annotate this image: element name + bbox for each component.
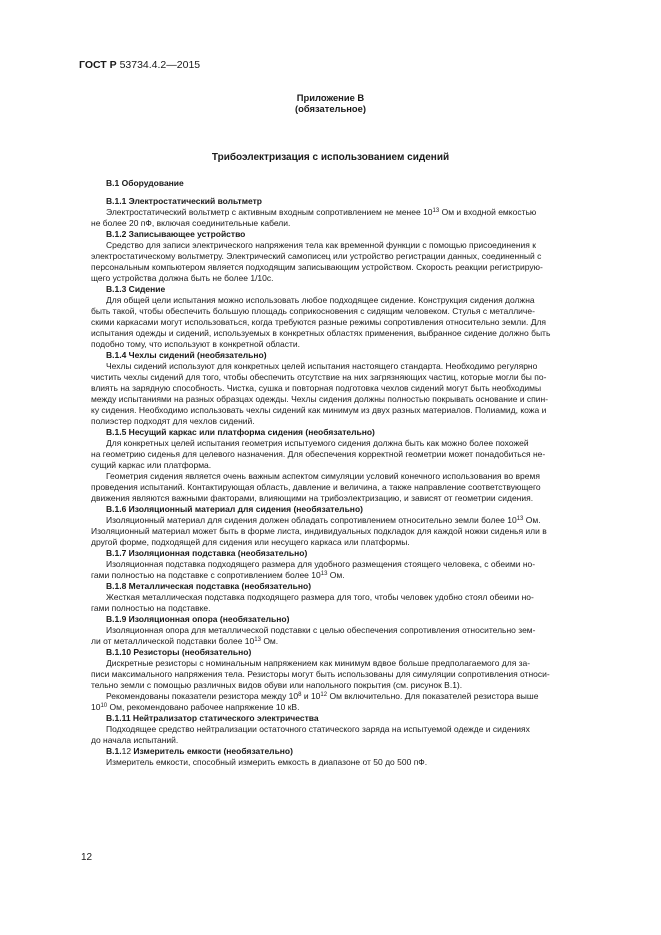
paragraph-b110-a: Дискретные резисторы с номинальным напряжением как минимум вдвое больше предполагаемого для за- писи максимального напряжения тела. Резисторы могут быть использованы для симуляции сопротивления относи- тельно земли с помощью различных видов обуви или напольного покрытия (см. рисунок В.1). bbox=[91, 658, 550, 690]
paragraph-b110-b: Рекомендованы показатели резистора между $10^8$ и $10^{12}$ Ом включительно. Для показателей резистора выше $10^{10}$ Ом, рекомендовано рабочее напряжение 10 кВ. bbox=[91, 691, 539, 712]
paragraph-b15-a: Для конкретных целей испытания геометрия испытуемого сидения должна быть как можно более похожей на геометрию сиденья для целевого назначения. Для обеспечения корректной геометрии может понадобиться не- сущий каркас или платформа. bbox=[91, 438, 546, 470]
page-number: 12 bbox=[81, 852, 93, 863]
heading-b15: В.1.5 Несущий каркас или платформа сидения (необязательно) bbox=[106, 427, 375, 437]
heading-b110: В.1.10 Резисторы (необязательно) bbox=[106, 647, 252, 657]
paragraph-b11: Электростатический вольтметр с активным входным сопротивлением не менее $10^{13}$ Ом и входной емкостью не более 20 пФ, включая соединительные кабели. bbox=[91, 207, 537, 228]
standard-prefix: ГОСТ Р bbox=[79, 59, 117, 71]
heading-b17: В.1.7 Изоляционная подставка (необязательно) bbox=[106, 548, 308, 558]
annex-status: (обязательное) bbox=[295, 103, 366, 114]
document-title: Трибоэлектризация с использованием сидений bbox=[211, 152, 450, 163]
paragraph-b19: Изоляционная опора для металлической подставки с целью обеспечения сопротивления относительно зем- ли от металлической подставки более $10^{13}$ Ом. bbox=[91, 625, 536, 646]
heading-b19: В.1.9 Изоляционная опора (необязательно) bbox=[106, 614, 290, 624]
heading-b112: В.1.12 Измеритель емкости (необязательно) bbox=[106, 746, 293, 756]
heading-b12: В.1.2 Записывающее устройство bbox=[106, 229, 246, 239]
paragraph-b17: Изоляционная подставка подходящего размера для удобного размещения стоящего человека, с обеими но- гами полностью на подставке с сопротивлением более $10^{13}$ Ом. bbox=[91, 559, 536, 580]
paragraph-b111: Подходящее средство нейтрализации остаточного статического заряда на испытуемой одежде и сидениях до начала испытаний. bbox=[91, 724, 530, 745]
heading-b11: В.1.1 Электростатический вольтметр bbox=[106, 196, 262, 206]
heading-b111: В.1.11 Нейтрализатор статического электричества bbox=[106, 713, 319, 723]
paragraph-b112: Измеритель емкости, способный измерить емкость в диапазоне от 50 до 500 пФ. bbox=[106, 757, 428, 767]
heading-b1: В.1 Оборудование bbox=[106, 178, 184, 188]
paragraph-b16: Изоляционный материал для сидения должен обладать сопротивлением относительно земли более $10^{13}$ Ом. Изоляционный материал может быть в форме листа, индивидуальных подкладок для каждой ножки сиденья или в другой форме, подходящей для сидения или несущего каркаса или платформы. bbox=[91, 515, 547, 547]
paragraph-b13: Для общей цели испытания можно использовать любое подходящее сидение. Конструкция сидения должна быть такой, чтобы обеспечить большую площадь соприкосновения с сидящим человеком. Стулья с металличе- скими каркасами могут использоваться, когда требуются разные режимы сопротивления относительно земли. Для испытания одежды и сидений, используемых в конкретных областях применения, выбранное сидение должно быть подобно тому, что используют в конкретной области. bbox=[91, 295, 551, 349]
standard-header bbox=[79, 59, 200, 71]
heading-b13: В.1.3 Сидение bbox=[106, 284, 166, 294]
heading-b16: В.1.6 Изоляционный материал для сидения (необязательно) bbox=[106, 504, 363, 514]
heading-b18: В.1.8 Металлическая подставка (необязательно) bbox=[106, 581, 312, 591]
annex-title: Приложение В bbox=[296, 92, 365, 103]
paragraph-b12: Средство для записи электрического напряжения тела как временной функции с помощью присоединения к электростатическому вольтметру. Электрический самописец или устройство регистрации данных, соединенный с персональным компьютером является подходящим записывающим устройством. Скорость реакции регистрирую- щего устройства должна быть не более 1/10с. bbox=[91, 240, 543, 283]
paragraph-b14: Чехлы сидений используют для конкретных целей испытания настоящего стандарта. Необходимо регулярно чистить чехлы сидений для того, чтобы обеспечить отсутствие на них загрязняющих частиц, которые могли бы по- влиять на зарядную способность. Чистка, сушка и повторная подготовка чехлов сидений могут быть необходимы между испытаниями на разных образцах одежды. Чехлы сидения должны полностью покрывать основание и спин- ку сидения. Необходимо использовать чехлы сидений как минимум из двух разных материалов. Полиамид, кожа и полиэстер подходят для чехлов сидений. bbox=[91, 361, 549, 426]
standard-number: 53734.4.2—2015 bbox=[119, 59, 201, 71]
heading-b14: В.1.4 Чехлы сидений (необязательно) bbox=[106, 350, 267, 360]
paragraph-b15-b: Геометрия сидения является очень важным аспектом симуляции условий конечного использования во время проведения испытаний. Контактирующая область, давление и величина, а также направление соответствующего движения являются важными факторами, влияющими на трибоэлектризацию, и зависят от геометрии сидения. bbox=[91, 471, 541, 503]
paragraph-b18: Жесткая металлическая подставка подходящего размера для того, чтобы человек удобно стоял обеими но- гами полностью на подставке. bbox=[91, 592, 534, 613]
